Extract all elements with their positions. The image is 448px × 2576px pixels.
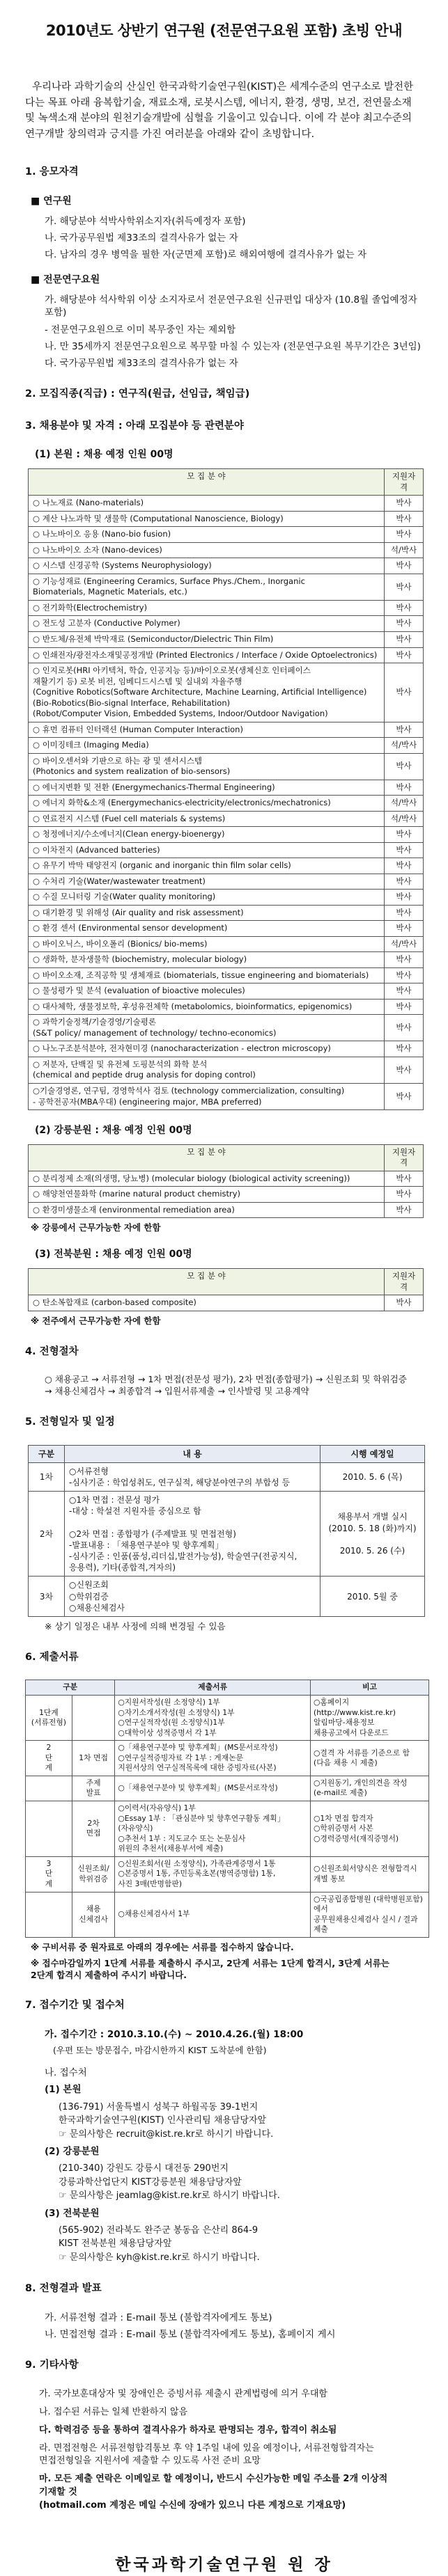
- degree-cell: 석/박사: [385, 542, 424, 558]
- headquarters-field-table: [28, 468, 424, 1110]
- degree-cell: 석/박사: [385, 738, 424, 754]
- table-row: [29, 1295, 424, 1311]
- result-line: 나. 면접전형 결과 : E-mail 통보 (불합격자에게도 통보), 홈페이지 게시: [45, 2329, 336, 2341]
- field-cell: ○ 분리정제 소재(의생명, 당뇨병) (molecular biology (biological activity screening)): [29, 1171, 385, 1187]
- schedule-table: [28, 1445, 425, 1617]
- col-degree: 지원자격: [385, 1269, 424, 1295]
- misc-notes: [25, 2388, 423, 2513]
- jeonbuk-heading: (3) 전북분원 : 채용 예정 인원 00명: [35, 1249, 192, 1261]
- process-flow: ○ 채용공고 → 서류전형 → 1차 면접(전문성 평가), 2차 면접(종합평가) → 신원조회 및 학위검증 → 채용신체검사 → 최종합격 → 입원서류제출 → 인사발령 및 고용계약: [45, 1374, 407, 1397]
- docs-cell: ○이력서(자유양식) 1부 ○Essay 1부 : 「관심분야 및 향후연구활동 계획」 (자유양식) ○추천서 1부 : 지도교수 또는 논문심사 위원의 추천서(채용부서에 제출): [115, 1801, 311, 1857]
- degree-cell: 박사: [385, 1015, 424, 1041]
- col-degree: 지원자격: [385, 469, 424, 496]
- degree-cell: 박사: [385, 967, 424, 983]
- section-9-heading: 9. 기타사항: [25, 2360, 79, 2371]
- table-row: [26, 1801, 429, 1857]
- table-row: [29, 600, 424, 616]
- degree-cell: 박사: [385, 921, 424, 937]
- intro-paragraph: 우리나라 과학기술의 산실인 한국과학기술연구원(KIST)은 세계수준의 연구소로 발전한다는 목표 아래 융복합기술, 재료소재, 로봇시스템, 에너지, 환경, 생명, 보건, 전연물소재 및 녹색소재 분야의 원천기술개발에 심혈을 기울이고 있습니다. 이에 각 분야 최고수준의 연구개발 창의력과 긍지를 가진 여러분을 아래와 같이 초빙합니다.: [25, 81, 414, 140]
- table-row: [29, 558, 424, 574]
- field-cell: ○ 저분자, 단백질 및 유전체 도핑분석의 화학 분석 (chemical and peptide drug analysis for doping control): [29, 1057, 385, 1083]
- field-cell: ○ 나노재료 (Nano-materials): [29, 496, 385, 512]
- table-row: [29, 1057, 424, 1083]
- degree-cell: 박사: [385, 1295, 424, 1311]
- table-row: [26, 1776, 429, 1801]
- degree-cell: 박사: [385, 999, 424, 1015]
- table-row: [29, 1083, 424, 1109]
- degree-cell: 박사: [385, 527, 424, 543]
- result-line: 가. 서류전형 결과 : E-mail 통보 (불합격자에게도 통보): [45, 2312, 272, 2324]
- field-cell: ○ 바이오닉스, 바이오폴리 (Bionics/ bio-mems): [29, 936, 385, 952]
- table-row: [29, 905, 424, 921]
- field-cell: ○ 시스템 신경공학 (Systems Neurophysiology): [29, 558, 385, 574]
- stage-cell: 1차: [29, 1462, 65, 1491]
- section-6-heading: 6. 제출서류: [25, 1651, 79, 1663]
- table-row: [29, 527, 424, 543]
- documents-table: [25, 1680, 429, 1937]
- field-cell: ○ 생화학, 분자생물학 (biochemistry, molecular biology): [29, 952, 385, 968]
- section-7-heading: 7. 접수기간 및 접수처: [25, 2000, 125, 2012]
- table-row: [29, 542, 424, 558]
- degree-cell: 박사: [385, 663, 424, 722]
- schedule-note: ※ 상기 일정은 내부 사정에 의해 변경될 수 있음: [45, 1620, 226, 1631]
- degree-cell: 박사: [385, 780, 424, 796]
- remark-cell: ○홈페이지(http://www.kist.re.kr) 알림마당-채용정보 채용공고에서 다운로드: [311, 1695, 429, 1740]
- degree-cell: 박사: [385, 858, 424, 874]
- docs-cell: ○지원서작성(원 소정양식) 1부 ○자기소개서작성(원 소정양식) 1부 ○연구실적작성(원 소정양식)1부 ○대학이상 성적증명서 각 1부: [115, 1695, 311, 1740]
- degree-cell: 박사: [385, 1171, 424, 1187]
- documents-note: ※ 접수마감일까지 1단계 서류를 제출하시 주시고, 2단계 서류는 1단계 합격시, 3단계 서류는 2단계 합격시 제출하여 주시기 바랍니다.: [31, 1957, 389, 1980]
- documents-notes: [25, 1942, 423, 1982]
- table-row: [29, 936, 424, 952]
- results-announcement: [25, 2312, 423, 2341]
- field-cell: ○ 바이오소재, 조직공학 및 생체재료 (biomaterials, tissue engineering and biomaterials): [29, 967, 385, 983]
- table-row: [29, 1577, 425, 1617]
- degree-cell: 박사: [385, 511, 424, 527]
- field-cell: ○ 나노구조분석분야, 전자현미경 (nanocharacterization - electron microscopy): [29, 1041, 385, 1057]
- misc-line: 라. 면접전형은 서류전형합격통보 후 약 1주일 내에 있을 예정이나, 서류전형합격자는 면접전형일을 지원서에 제출할 수 있도록 사전 준비 요망: [39, 2442, 374, 2467]
- field-cell: ○ 환경 센서 (Environmental sensor development): [29, 921, 385, 937]
- specialist-qualifications: [25, 294, 423, 370]
- degree-cell: 박사: [385, 1083, 424, 1109]
- substage-cell: 1차 면접: [72, 1741, 114, 1776]
- stage-cell: [26, 1776, 72, 1801]
- col-content: 내 용: [65, 1445, 320, 1462]
- table-row: [29, 1041, 424, 1057]
- table-row: [29, 1187, 424, 1203]
- qualification-line: 나. 만 35세까지 전문연구요원으로 복무할 마칠 수 있는자 (전문연구요원 복무기간은 3년임): [45, 340, 421, 352]
- degree-cell: 박사: [385, 983, 424, 999]
- table-row: [29, 647, 424, 663]
- remark-cell: ○국공립종합병원 (대학병원포함)에서 공무원채용신체검사 실시 / 결과 제출: [311, 1892, 429, 1937]
- field-cell: ○ 이미징테크 (Imaging Media): [29, 738, 385, 754]
- table-row: [26, 1741, 429, 1776]
- table-row: [29, 738, 424, 754]
- field-cell: ○ 과학기술정책/기술경영/기술평론 (S&T policy/ management of technology/ techno-economics): [29, 1015, 385, 1041]
- degree-cell: 박사: [385, 647, 424, 663]
- substage-cell: 2차 면접: [72, 1801, 114, 1857]
- degree-cell: 박사: [385, 1057, 424, 1083]
- application-offices: [25, 2083, 423, 2264]
- col-stage: 구분: [29, 1445, 65, 1462]
- specialist-heading: ■ 전문연구요원: [31, 274, 100, 286]
- qualification-line: - 전문연구요원으로 이미 복무중인 자는 제외함: [45, 324, 236, 335]
- field-cell: ○ 이차전지 (Advanced batteries): [29, 842, 385, 858]
- table-row: [26, 1695, 429, 1740]
- date-cell: 2010. 5. 6 (목): [320, 1462, 425, 1491]
- table-row: [29, 874, 424, 890]
- field-cell: ○ 인쇄전자/광전자소재및공정개발 (Printed Electronics / Interface / Oxide Optoelectronics): [29, 647, 385, 663]
- degree-cell: 박사: [385, 600, 424, 616]
- documents-note: ※ 구비서류 중 원자료로 아래의 경우에는 서류를 접수하지 않습니다.: [31, 1941, 294, 1952]
- field-cell: ○ 바이오센서와 기판으로 하는 광 및 센서시스템 (Photonics and system realization of bio-sensors): [29, 753, 385, 780]
- field-cell: ○ 반도체/유전체 박막재료 (Semiconductor/Dielectric Thin Film): [29, 632, 385, 648]
- remark-cell: ○결격 자 서류를 기준으로 함 (다음 채용 시 제출): [311, 1741, 429, 1776]
- stage-cell: 1단계 (서류전형): [26, 1695, 72, 1740]
- table-row: [29, 1492, 425, 1577]
- table-row: [29, 753, 424, 780]
- table-row: [29, 858, 424, 874]
- field-cell: ○ 청정에너지/수소에너지(Clean energy-bioenergy): [29, 827, 385, 843]
- table-row: [29, 780, 424, 796]
- qualification-line: 가. 해당분야 석사학위 이상 소지자로서 전문연구요원 신규편입 대상자 (10.8월 졸업예정자 포함): [45, 294, 417, 319]
- table-row: [29, 827, 424, 843]
- degree-cell: 박사: [385, 952, 424, 968]
- gangneung-note: ※ 강릉에서 근무가능한 자에 한함: [31, 1222, 161, 1233]
- stage-cell: 3 단 계: [26, 1856, 72, 1892]
- degree-cell: 박사: [385, 1187, 424, 1203]
- degree-cell: 박사: [385, 753, 424, 780]
- table-row: [29, 890, 424, 906]
- remark-cell: ○신원조회서양식은 전형합격시 개별 통보: [311, 1856, 429, 1892]
- substage-cell: 신원조회/ 학위검증: [72, 1856, 114, 1892]
- jeonbuk-field-table: [28, 1268, 424, 1311]
- field-cell: ○ 전기화학(Electrochemistry): [29, 600, 385, 616]
- col-date: 시행 예정일: [320, 1445, 425, 1462]
- substage-cell: 채용 신체검사: [72, 1892, 114, 1937]
- field-cell: ○ 수질 모니터링 기술(Water quality monitoring): [29, 890, 385, 906]
- field-cell: ○ 인지로봇(HRI 아키텍처, 학습, 인공지능 등)/바이오로봇(생체신호 인터페이스 재활기기 등) 로봇 비전, 임베디드시스템 및 실내외 자율주행 (Cognitive Robotics(Software Architecture, Machine Learning, Artificial Intelligence) (Bio-Robotics(Bio-signal Interface, Rehabilitation) (Robot/Computer Vision, Embedded Systems, Indoor/Outdoor Navigation): [29, 663, 385, 722]
- field-cell: ○ 탄소복합재료 (carbon-based composite): [29, 1295, 385, 1311]
- date-cell: 2010. 5월 중: [320, 1577, 425, 1617]
- table-row: [29, 632, 424, 648]
- research-staff-heading: ■ 연구원: [31, 195, 72, 207]
- degree-cell: 박사: [385, 632, 424, 648]
- date-cell: 채용부서 개별 실시 (2010. 5. 18 (화)까지) 2010. 5. 26 (수): [320, 1492, 425, 1577]
- office-name: (2) 강릉분원: [45, 2146, 100, 2158]
- table-row: [29, 1202, 424, 1218]
- misc-line: 마. 모든 제출 연락은 이메일로 할 예정이니, 반드시 수신가능한 메일 주소를 2개 이상적 기재할 것 (hotmail.com 계정은 메일 수신에 장애가 있으니 다른 계정으로 기재요망): [39, 2474, 388, 2511]
- jeonbuk-note: ※ 전주에서 근무가능한 자에 한함: [31, 1315, 161, 1326]
- col-degree: 지원자격: [385, 1144, 424, 1171]
- stage-cell: 3차: [29, 1577, 65, 1617]
- degree-cell: 석/박사: [385, 811, 424, 827]
- qualification-line: 다. 국가공무원법 제33조의 결격사유가 없는 자: [45, 358, 238, 370]
- application-office-heading: 나. 접수처: [45, 2067, 87, 2079]
- office-name: (1) 본원: [45, 2084, 82, 2096]
- table-row: [29, 999, 424, 1015]
- table-row: [29, 842, 424, 858]
- office-address: (136-791) 서울특별시 성북구 하월곡동 39-1번지 한국과학기술연구원(KIST) 인사관리팀 채용담당자앞 ☞ 문의사항은 recruit@kist.re.kr로 하시기 바랍니다.: [59, 2101, 274, 2140]
- page-title: 2010년도 상반기 연구원 (전문연구요원 포함) 초빙 안내: [45, 22, 403, 39]
- degree-cell: 박사: [385, 574, 424, 600]
- gangneung-heading: (2) 강릉분원 : 채용 예정 인원 00명: [35, 1125, 192, 1137]
- degree-cell: 박사: [385, 890, 424, 906]
- field-cell: ○ 대사체학, 생물정보학, 후성유전체학 (metabolomics, bioinformatics, epigenomics): [29, 999, 385, 1015]
- field-cell: ○ 나노바이오 응용 (Nano-bio fusion): [29, 527, 385, 543]
- col-field: 모 집 분 야: [29, 469, 385, 496]
- table-row: [26, 1856, 429, 1892]
- degree-cell: 박사: [385, 616, 424, 632]
- content-cell: ○신원조회 ○학위검증 ○채용신체검사: [65, 1577, 320, 1617]
- degree-cell: 박사: [385, 842, 424, 858]
- degree-cell: 박사: [385, 1041, 424, 1057]
- substage-cell: [72, 1695, 114, 1740]
- field-cell: ○ 에너지변환 및 전환 (Energymechanics-Thermal Engineering): [29, 780, 385, 796]
- field-cell: ○ 나노바이오 소자 (Nano-devices): [29, 542, 385, 558]
- section-1-heading: 1. 응모자격: [25, 166, 79, 178]
- headquarters-heading: (1) 본원 : 채용 예정 인원 00명: [35, 449, 173, 461]
- stage-cell: 2 단 계: [26, 1741, 72, 1776]
- content-cell: ○서류전형 -심사기준 : 학업성취도, 연구실적, 해당분야연구의 부합성 등: [65, 1462, 320, 1491]
- office-name: (3) 전북분원: [45, 2207, 100, 2219]
- qualification-line: 다. 남자의 경우 병역을 필한 자(군면제 포함)로 해외여행에 결격사유가 없는 자: [45, 249, 367, 261]
- degree-cell: 박사: [385, 558, 424, 574]
- section-4-heading: 4. 전형절차: [25, 1345, 79, 1357]
- col-field: 모 집 분 야: [29, 1269, 385, 1295]
- table-row: [29, 511, 424, 527]
- office-address: (565-902) 전라북도 완주군 봉동읍 은산리 864-9 KIST 전북분원 채용담당자앞 ☞ 문의사항은 kyh@kist.re.kr로 하시기 바랍니다.: [59, 2225, 260, 2263]
- substage-cell: 주제 발표: [72, 1776, 114, 1801]
- section-3-heading: 3. 채용분야 및 자격 : 아래 모집분야 등 관련분야: [25, 420, 244, 432]
- col-stage: 구분: [26, 1680, 115, 1696]
- table-row: [29, 1015, 424, 1041]
- section-8-heading: 8. 전형결과 발표: [25, 2283, 102, 2295]
- table-row: [29, 952, 424, 968]
- field-cell: ○ 유무기 박막 태양전지 (organic and inorganic thin film solar cells): [29, 858, 385, 874]
- field-cell: ○ 해양천연물화학 (marine natural product chemistry): [29, 1187, 385, 1203]
- table-row: [29, 921, 424, 937]
- section-2-heading: 2. 모집직종(직급) : 연구직(원급, 선임급, 책임급): [25, 388, 250, 400]
- field-cell: ○ 연료전지 시스템 (Fuel cell materials & systems): [29, 811, 385, 827]
- section-5-heading: 5. 전형일자 및 일정: [25, 1416, 115, 1428]
- misc-line: 가. 국가보훈대상자 및 장애인은 증빙서류 제출시 관계법령에 의거 우대함: [39, 2389, 327, 2400]
- docs-cell: ○「채용연구분야 및 향후계획」(MS문서로작성) ○연구실적증빙자료 각 1부 : 게재논문 지원서상의 연구실적목록에 대한 증빙자료(사본): [115, 1741, 311, 1776]
- table-row: [29, 811, 424, 827]
- degree-cell: 박사: [385, 722, 424, 738]
- research-staff-qualifications: [25, 215, 423, 262]
- application-period-note: (우편 또는 방문접수, 마감시한까지 KIST 도착분에 한함): [53, 2045, 267, 2056]
- field-cell: ○ 전도성 고분자 (Conductive Polymer): [29, 616, 385, 632]
- field-cell: ○기술경영론, 연구팀, 경영학석사 검토 (technology commercialization, consulting) - 공학전공자(MBA우대) (engineering major, MBA preferred): [29, 1083, 385, 1109]
- degree-cell: 박사: [385, 905, 424, 921]
- gangneung-field-table: [28, 1144, 424, 1219]
- docs-cell: ○「채용연구분야 및 향후계획」(MS문서로작성): [115, 1776, 311, 1801]
- docs-cell: ○신원조회서(원 소정양식), 가족관계증명서 1통 ○본증명서 1통, 주민등록초본(병역증명함) 1통, 사진 3매(반명함판): [115, 1856, 311, 1892]
- misc-line: 나. 접수된 서류는 일체 반환하지 않음: [39, 2406, 188, 2417]
- table-row: [29, 1462, 425, 1491]
- field-cell: ○ 기능성재료 (Engineering Ceramics, Surface Phys./Chem., Inorganic Biomaterials, Magnetic Materials, etc.): [29, 574, 385, 600]
- degree-cell: 석/박사: [385, 936, 424, 952]
- table-row: [29, 496, 424, 512]
- misc-line: 다. 학력검증 등을 통하여 결격사유가 하자로 판명되는 경우, 합격이 취소됨: [39, 2424, 337, 2435]
- col-docs: 제출서류: [115, 1680, 311, 1696]
- degree-cell: 박사: [385, 827, 424, 843]
- col-remark: 비고: [311, 1680, 429, 1696]
- office-address: (210-340) 강원도 강릉시 대전동 290번지 강릉과학산업단지 KIST강릉분원 채용담당자앞 ☞ 문의사항은 jeamlag@kist.re.kr로 하시기 바랍니다.: [59, 2163, 280, 2202]
- degree-cell: 박사: [385, 1202, 424, 1218]
- docs-cell: ○채용신체검사서 1부: [115, 1892, 311, 1937]
- field-cell: ○ 에너지 화학&소재 (Energymechanics-electricity/electronics/mechatronics): [29, 796, 385, 812]
- stage-cell: 2차: [29, 1492, 65, 1577]
- remark-cell: ○지원동기, 개인의견을 작성 (e-mail로 제출): [311, 1776, 429, 1801]
- table-row: [29, 983, 424, 999]
- qualification-line: 가. 해당분야 석박사학위소지자(취득예정자 포함): [45, 215, 246, 227]
- table-row: [29, 967, 424, 983]
- remark-cell: ○1차 면접 합격자 ○학위증명서 사본 ○경력증명서(재직증명서): [311, 1801, 429, 1857]
- field-cell: ○ 계산 나노과학 및 생물학 (Computational Nanoscience, Biology): [29, 511, 385, 527]
- field-cell: ○ 물성평가 및 분석 (evaluation of bioactive molecules): [29, 983, 385, 999]
- field-cell: ○ 대기환경 및 위해성 (Air quality and risk assessment): [29, 905, 385, 921]
- application-period: 가. 접수기간 : 2010.3.10.(수) ~ 2010.4.26.(월) 18:00: [45, 2028, 304, 2040]
- col-field: 모 집 분 야: [29, 1144, 385, 1171]
- signature-footer: 한국과학기술연구원 원 장: [115, 2555, 333, 2574]
- field-cell: ○ 환경미생물소재 (environmental remediation area): [29, 1202, 385, 1218]
- table-row: [29, 796, 424, 812]
- degree-cell: 석/박사: [385, 796, 424, 812]
- stage-cell: [26, 1801, 72, 1857]
- table-row: [29, 574, 424, 600]
- table-row: [29, 722, 424, 738]
- table-row: [29, 616, 424, 632]
- degree-cell: 박사: [385, 874, 424, 890]
- qualification-line: 나. 국가공무원법 제33조의 결격사유가 없는 자: [45, 232, 238, 244]
- table-row: [29, 663, 424, 722]
- field-cell: ○ 수처리 기술(Water/wastewater treatment): [29, 874, 385, 890]
- stage-cell: [26, 1892, 72, 1937]
- field-cell: ○ 휴먼 컴퓨터 인터랙션 (Human Computer Interaction): [29, 722, 385, 738]
- table-row: [29, 1171, 424, 1187]
- content-cell: ○1차 면접 : 전문성 평가 -대상 : 학설전 지원자를 중심으로 함 ○2차 면접 : 종합평가 (주제발표 및 면접전형) -발표내용 : 「채용연구분야 및 향후계획」 -심사기준 : 인품(품성,리더십,발전가능성), 학술연구(전공지식, 응용력), 기타(종합적,겨자의): [65, 1492, 320, 1577]
- table-row: [26, 1892, 429, 1937]
- degree-cell: 박사: [385, 496, 424, 512]
